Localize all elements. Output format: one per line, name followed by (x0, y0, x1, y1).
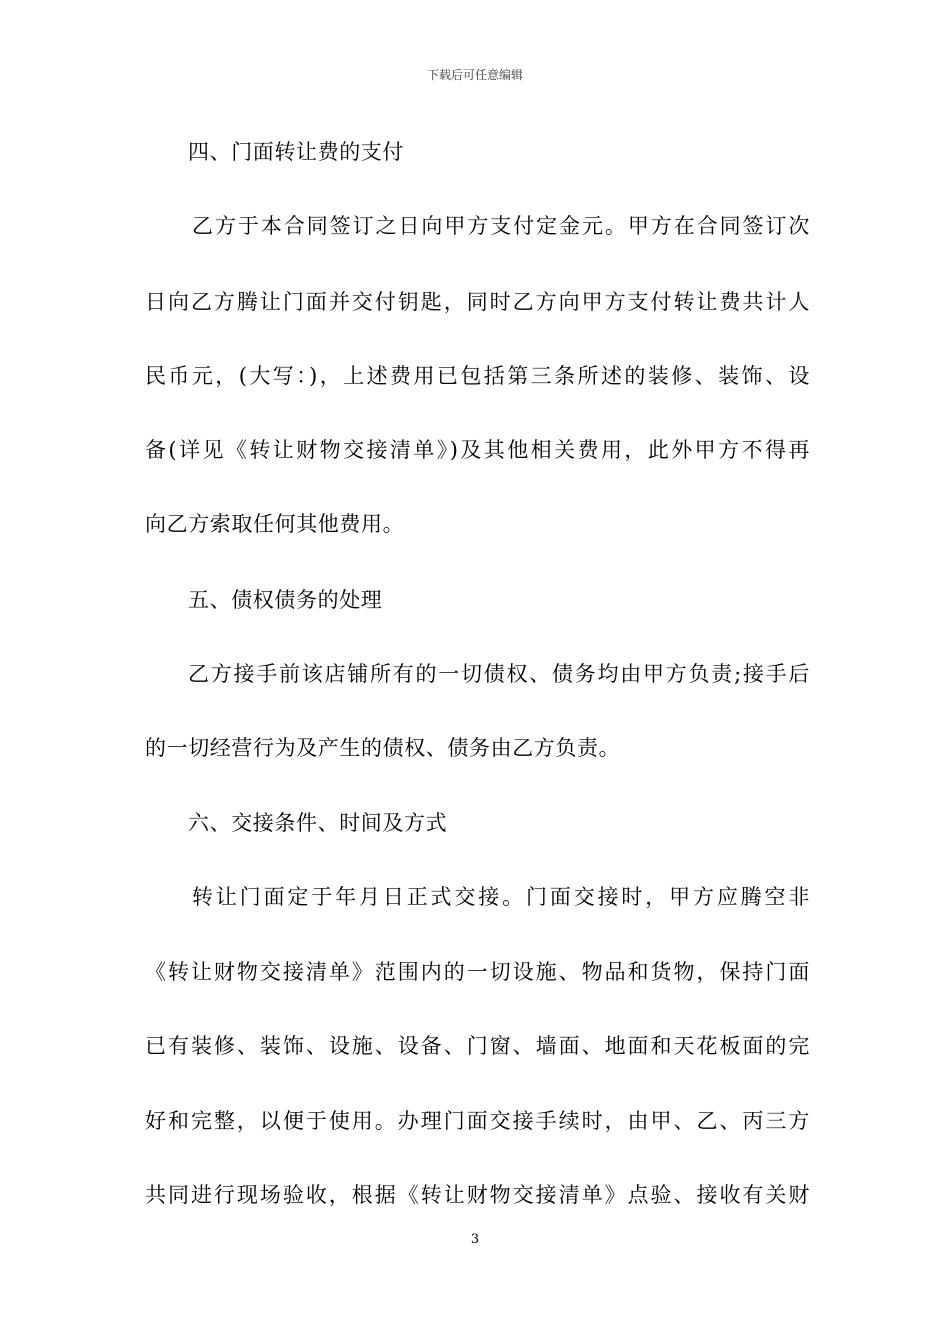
paragraph-line: 民币元，(大写：)，上述费用已包括第三条所述的装修、装饰、设 (145, 364, 810, 388)
header-note: 下载后可任意编辑 (426, 68, 523, 82)
paragraph-line: 转让门面定于年月日正式交接。门面交接时，甲方应腾空非 (192, 885, 810, 909)
section-heading-debts: 五、债权债务的处理 (188, 588, 383, 612)
paragraph-line: 向乙方索取任何其他费用。 (145, 512, 405, 536)
paragraph-line: 《转让财物交接清单》范围内的一切设施、物品和货物，保持门面 (145, 960, 810, 984)
paragraph-line: 已有装修、装饰、设施、设备、门窗、墙面、地面和天花板面的完 (145, 1034, 810, 1058)
paragraph-line: 日向乙方腾让门面并交付钥匙，同时乙方向甲方支付转让费共计人 (145, 290, 810, 314)
section-heading-handover: 六、交接条件、时间及方式 (188, 811, 448, 835)
section-heading-payment: 四、门面转让费的支付 (188, 140, 404, 164)
paragraph-line: 乙方于本合同签订之日向甲方支付定金元。甲方在合同签订次 (192, 214, 810, 238)
paragraph-line: 的一切经营行为及产生的债权、债务由乙方负责。 (145, 736, 621, 760)
paragraph-line: 备(详见《转让财物交接清单》)及其他相关费用，此外甲方不得再 (145, 438, 810, 462)
page-number: 3 (470, 1232, 480, 1247)
paragraph-line: 乙方接手前该店铺所有的一切债权、债务均由甲方负责;接手后 (188, 662, 810, 686)
paragraph-line: 好和完整，以便于使用。办理门面交接手续时，由甲、乙、丙三方 (145, 1109, 810, 1133)
paragraph-line: 共同进行现场验收，根据《转让财物交接清单》点验、接收有关财 (145, 1183, 810, 1207)
